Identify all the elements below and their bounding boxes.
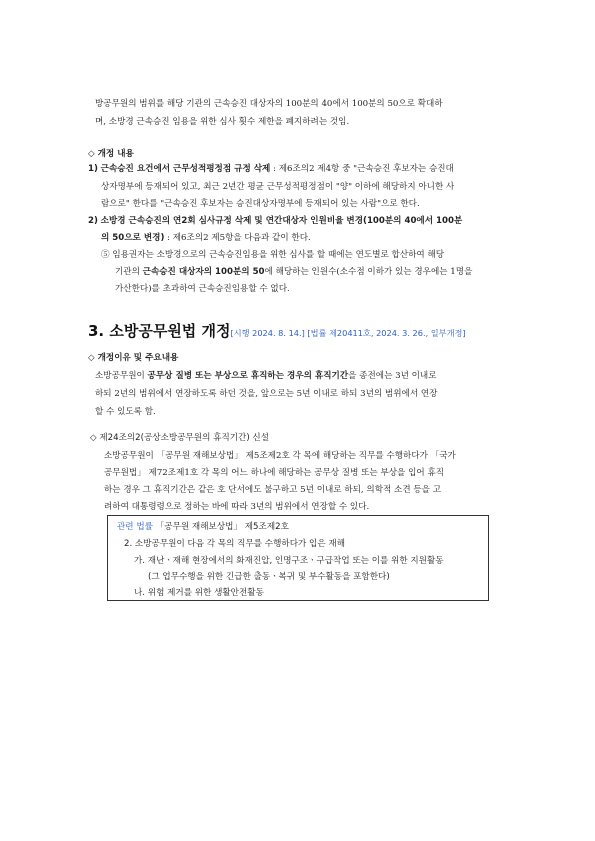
revision-item-2 <box>88 215 462 227</box>
related-law-sub-a-note: (그 업무수행을 위한 긴급한 출동ㆍ복귀 및 부수활동을 포함한다) <box>148 572 390 582</box>
intro-line-1: 방공무원의 범위를 해당 기관의 근속승진 대상자의 100분의 40에서 100분의 50으로 확대하 <box>95 99 443 109</box>
article-line-2: 공무원법」 제72조제1호 각 목의 어느 하나에 해당하는 공무상 질병 또는 부상을 입어 휴직 <box>104 468 445 478</box>
section-meta: [시행 2024. 8. 14.] [법률 제20411호, 2024. 3. 26., 일부개정] <box>230 328 466 338</box>
article-line-4: 려하여 대통령령으로 정하는 바에 따라 3년의 범위에서 연장할 수 있다. <box>104 502 370 512</box>
item-text: : 제6조의2 제4항 중 "근속승진 후보자는 승진대 <box>270 164 454 174</box>
item-title: 근속승진 요건에서 근무성적평정점 규정 삭제 <box>100 164 271 174</box>
bold-text: 의 50으로 변경) <box>101 233 165 243</box>
regular-text: 에 해당하는 인원수(소수점 이하가 있는 경우에는 1명을 <box>264 267 473 277</box>
regular-text: 소방공무원이 <box>95 371 148 381</box>
revision-item-1 <box>88 163 454 175</box>
item-number: 2) <box>88 216 98 226</box>
article-header: ◇ 제24조의2(공상소방공무원의 휴직기간) 신설 <box>90 433 270 443</box>
article-line-3: 하는 경우 그 휴직기간은 같은 호 단서에도 불구하고 5년 이내로 하되, 의학적 소견 등을 고 <box>104 485 441 495</box>
related-law-title-line <box>117 521 289 533</box>
related-law-item: 2. 소방공무원이 다음 각 목의 직무를 수행하다가 입은 재해 <box>124 539 345 549</box>
regular-text: 을 종전에는 3년 이내로 <box>348 371 437 381</box>
intro-line-2: 며, 소방경 근속승진 임용을 위한 심사 횟수 제한을 폐지하려는 것임. <box>95 117 350 127</box>
reason-header: ◇ 개정이유 및 주요내용 <box>88 353 179 363</box>
reason-line-2: 하되 2년의 범위에서 연장하도록 하던 것을, 앞으로는 5년 이내로 하되 3년의 범위에서 연장 <box>95 389 438 399</box>
revision-item-2-line-3: ⑤ 임용권자는 소방경으로의 근속승진임용을 위한 심사를 할 때에는 연도별로 합산하여 해당 <box>101 250 445 260</box>
reason-line-1 <box>95 370 437 382</box>
revision-item-1-line-2: 상자명부에 등재되어 있고, 최근 2년간 평균 근무성적평정점이 "양" 이하에 해당하지 아니한 사 <box>101 182 455 192</box>
revision-header: ◇ 개정 내용 <box>88 149 134 159</box>
section-title: 3. 소방공무원법 개정 <box>88 322 231 340</box>
related-law-title: 「공무원 재해보상법」 제5조제2호 <box>152 522 289 532</box>
related-law-sub-a: 가. 재난ㆍ재해 현장에서의 화재진압, 인명구조ㆍ구급작업 또는 이를 위한 지원활동 <box>134 556 444 566</box>
regular-text: 기관의 <box>115 267 143 277</box>
section-3-heading <box>88 321 466 340</box>
revision-item-2-line-5: 가산한다)를 초과하여 근속승진임용할 수 없다. <box>115 284 290 294</box>
related-law-label: 관련 법률 <box>117 522 153 532</box>
item-title: 소방경 근속승진의 연2회 심사규정 삭제 및 연간대상자 인원비율 변경(100분의 40에서 100분 <box>100 216 463 226</box>
article-line-1: 소방공무원이 「공무원 재해보상법」 제5조제2호 각 목에 해당하는 직무를 수행하다가 「국가 <box>104 451 456 461</box>
reason-line-3: 할 수 있도록 함. <box>95 407 156 417</box>
revision-item-2-line-4 <box>115 266 472 278</box>
item-number: 1) <box>88 164 98 174</box>
bold-text: 공무상 질병 또는 부상으로 휴직하는 경우의 휴직기간 <box>147 371 349 381</box>
revision-item-1-line-3: 람으로" 한다를 "근속승진 후보자는 승진대상자명부에 등재되어 있는 사람"으로 한다. <box>101 199 420 209</box>
revision-item-2-line-2 <box>101 232 311 244</box>
related-law-sub-b: 나. 위험 제거를 위한 생활안전활동 <box>134 588 264 598</box>
regular-text: : 제6조의2 제5항을 다음과 같이 한다. <box>164 233 311 243</box>
bold-text: 근속승진 대상자의 100분의 50 <box>142 267 265 277</box>
